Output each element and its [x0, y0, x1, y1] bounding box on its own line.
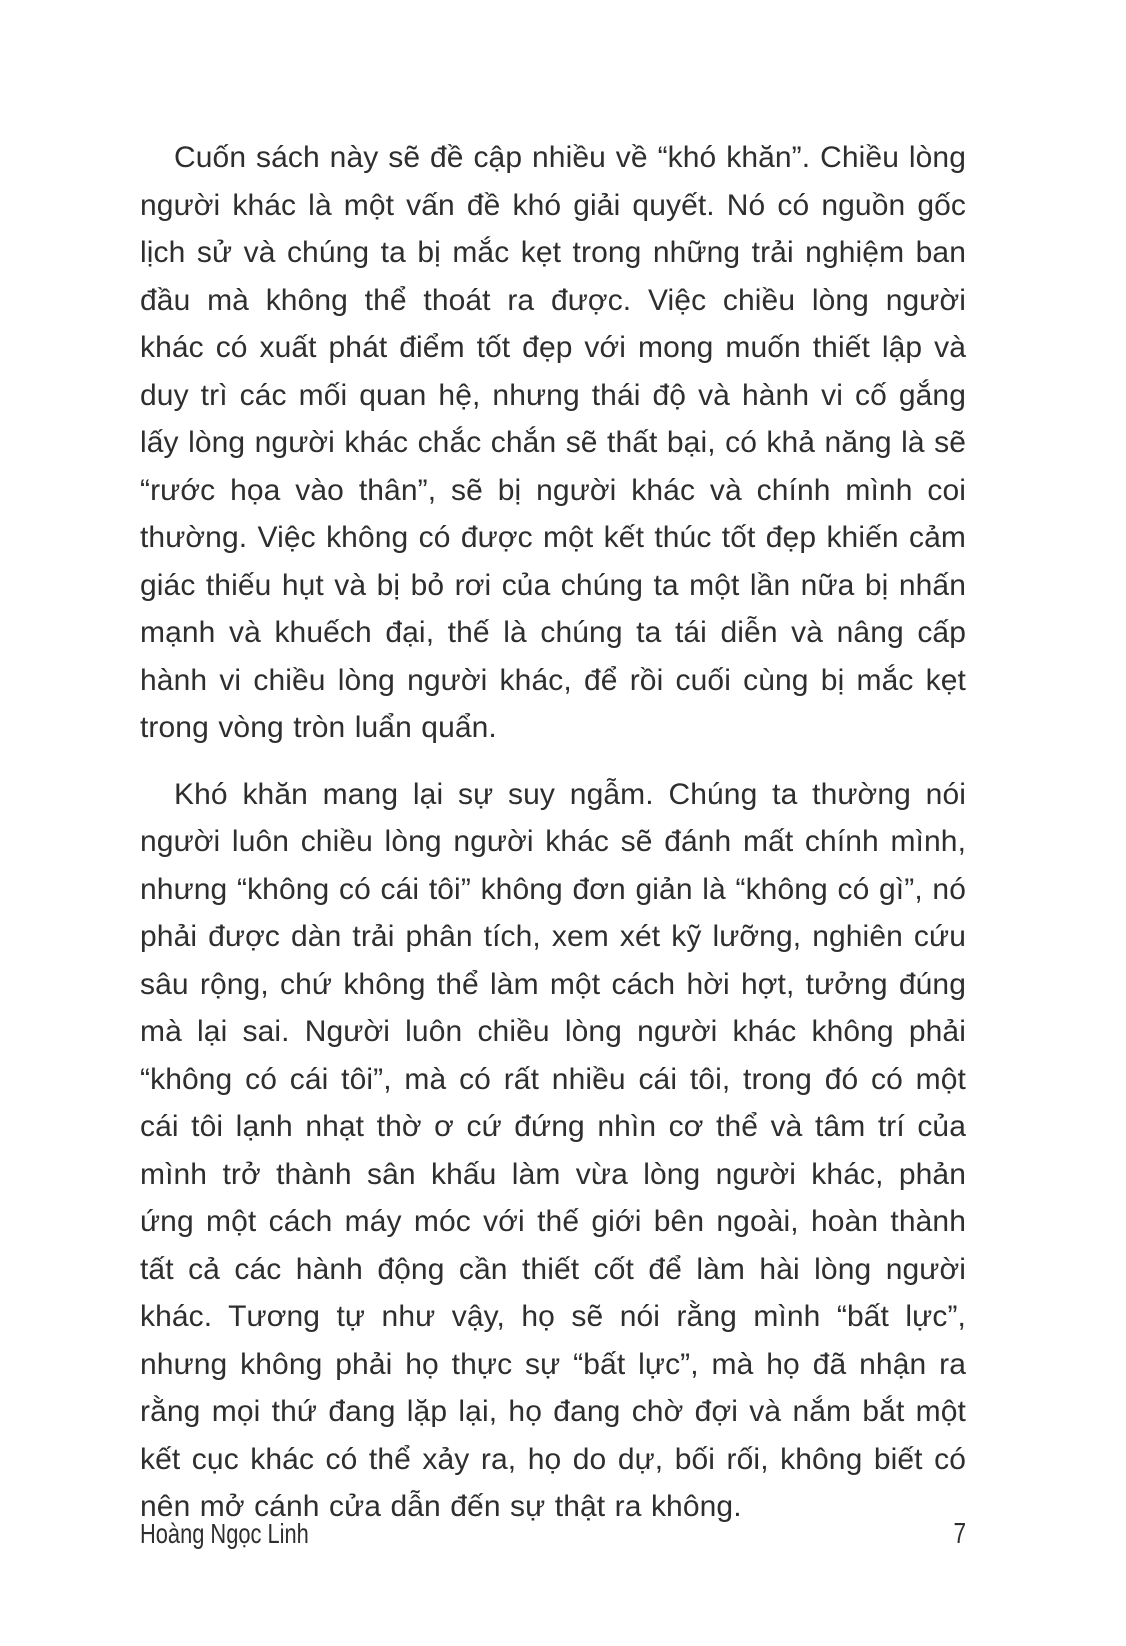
footer-author-name: Hoàng Ngọc Linh: [140, 1518, 309, 1549]
page-content: [140, 134, 966, 1550]
page-footer: [140, 1518, 966, 1551]
paragraph-2: Khó khăn mang lại sự suy ngẫm. Chúng ta thường nói người luôn chiều lòng người khác sẽ đánh mất chính mình, nhưng “không có cái tôi” không đơn giản là “không có gì”, nó phải được dàn trải phân tích, xem xét kỹ lưỡng, nghiên cứu sâu rộng, chứ không thể làm một cách hời hợt, tưởng đúng mà lại sai. Người luôn chiều lòng người khác không phải “không có cái tôi”, mà có rất nhiều cái tôi, trong đó có một cái tôi lạnh nhạt thờ ơ cứ đứng nhìn cơ thể và tâm trí của mình trở thành sân khấu làm vừa lòng người khác, phản ứng một cách máy móc với thế giới bên ngoài, hoàn thành tất cả các hành động cần thiết cốt để làm hài lòng người khác. Tương tự như vậy, họ sẽ nói rằng mình “bất lực”, nhưng không phải họ thực sự “bất lực”, mà họ đã nhận ra rằng mọi thứ đang lặp lại, họ đang chờ đợi và nắm bắt một kết cục khác có thể xảy ra, họ do dự, bối rối, không biết có nên mở cánh cửa dẫn đến sự thật ra không.: [140, 777, 966, 1523]
paragraph-1: Cuốn sách này sẽ đề cập nhiều về “khó khăn”. Chiều lòng người khác là một vấn đề khó giải quyết. Nó có nguồn gốc lịch sử và chúng ta bị mắc kẹt trong những trải nghiệm ban đầu mà không thể thoát ra được. Việc chiều lòng người khác có xuất phát điểm tốt đẹp với mong muốn thiết lập và duy trì các mối quan hệ, nhưng thái độ và hành vi cố gắng lấy lòng người khác chắc chắn sẽ thất bại, có khả năng là sẽ “rước họa vào thân”, sẽ bị người khác và chính mình coi thường. Việc không có được một kết thúc tốt đẹp khiến cảm giác thiếu hụt và bị bỏ rơi của chúng ta một lần nữa bị nhấn mạnh và khuếch đại, thế là chúng ta tái diễn và nâng cấp hành vi chiều lòng người khác, để rồi cuối cùng bị mắc kẹt trong vòng tròn luẩn quẩn.: [140, 141, 966, 744]
footer-page-number: 7: [953, 1518, 966, 1550]
